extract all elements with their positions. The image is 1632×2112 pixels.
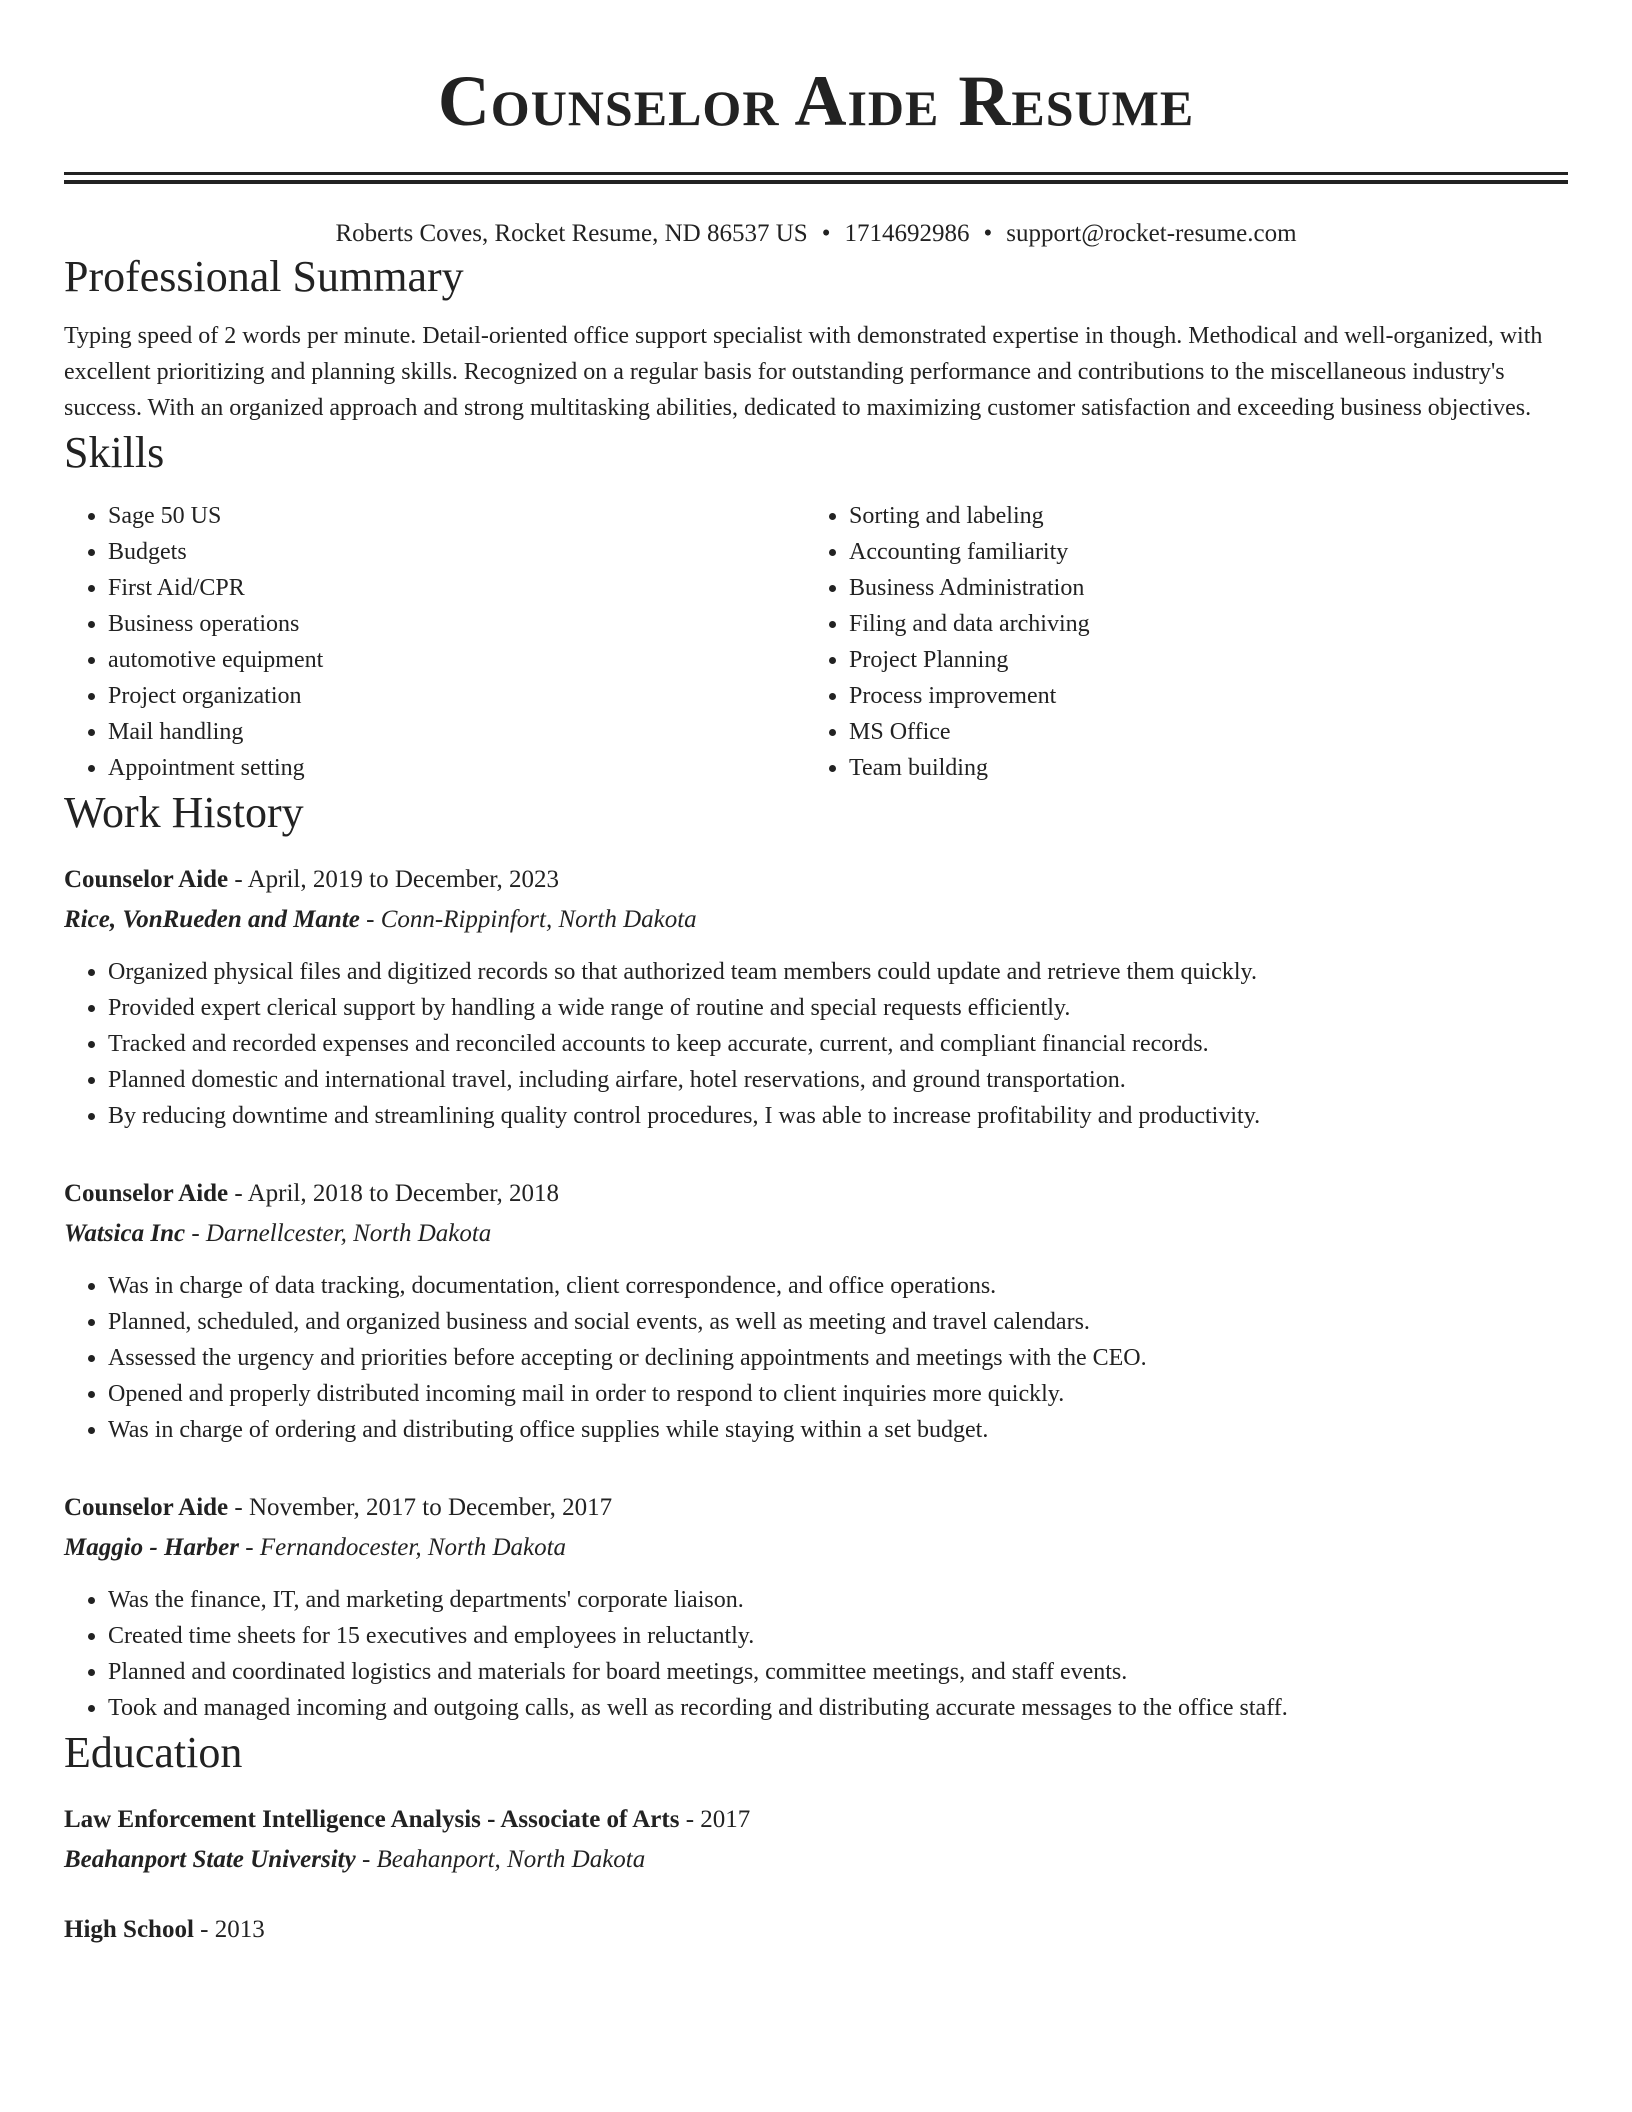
job-bullet: • Was the finance, IT, and marketing departments' corporate liaison. — [108, 1582, 1568, 1618]
job-bullet: • Opened and properly distributed incoming mail in order to respond to client inquiries more quickly. — [108, 1376, 1568, 1412]
job-entry — [64, 1488, 1568, 1726]
skill-item: • Accounting familiarity — [849, 534, 1546, 570]
contact-address: Roberts Coves, Rocket Resume, ND 86537 US — [335, 220, 808, 247]
skills-columns — [64, 498, 1568, 786]
education-degree: Law Enforcement Intelligence Analysis - Associate of Arts — [64, 1806, 680, 1833]
skill-item: • Project Planning — [849, 642, 1546, 678]
job-bullet: • Organized physical files and digitized records so that authorized team members could update and retrieve them quickly. — [108, 954, 1568, 990]
resume-title: Counselor Aide Resume — [437, 61, 1195, 141]
job-bullet: • Was in charge of ordering and distributing office supplies while staying within a set budget. — [108, 1412, 1568, 1448]
job-company: Maggio - Harber — [64, 1534, 239, 1561]
education-year: - 2017 — [679, 1806, 751, 1833]
job-title: Counselor Aide — [64, 1180, 229, 1207]
skills-list-right — [805, 498, 1546, 786]
job-title: Counselor Aide — [64, 866, 229, 893]
contact-phone: 1714692986 — [844, 220, 970, 247]
skill-item: • Sorting and labeling — [849, 498, 1546, 534]
skill-item: • Appointment setting — [108, 750, 805, 786]
summary-text: Typing speed of 2 words per minute. Detail-oriented office support specialist with demonstrated expertise in though. Methodical and well-organized, with excellent prioritizing and planning skills. Recognized on a regular basis for outstanding performance and contributions to the miscellaneous industry's success. With an organized approach and strong multitasking abilities, dedicated to maximizing customer satisfaction and exceeding business objectives. — [64, 323, 1543, 421]
job-dates: - November, 2017 to December, 2017 — [228, 1494, 613, 1521]
job-bullet: • Assessed the urgency and priorities before accepting or declining appointments and meetings with the CEO. — [108, 1340, 1568, 1376]
skill-item: • Business operations — [108, 606, 805, 642]
title-divider — [64, 172, 1568, 184]
education-degree-line — [64, 1800, 1568, 1840]
skill-item: • Filing and data archiving — [849, 606, 1546, 642]
contact-separator: • — [983, 220, 993, 247]
skill-item: • Project organization — [108, 678, 805, 714]
job-entry — [64, 860, 1568, 1134]
job-entry — [64, 1174, 1568, 1448]
skill-item: • Team building — [849, 750, 1546, 786]
education-entry — [64, 1910, 1568, 1950]
job-bullet: • Tracked and recorded expenses and reconciled accounts to keep accurate, current, and compliant financial records. — [108, 1026, 1568, 1062]
skill-item: • automotive equipment — [108, 642, 805, 678]
skill-item: • Sage 50 US — [108, 498, 805, 534]
job-company-line — [64, 1214, 1568, 1254]
job-company: Rice, VonRueden and Mante — [64, 906, 360, 933]
job-bullet: • Planned, scheduled, and organized business and social events, as well as meeting and travel calendars. — [108, 1304, 1568, 1340]
job-bullet: • Planned and coordinated logistics and materials for board meetings, committee meetings, and staff events. — [108, 1654, 1568, 1690]
summary-heading: Professional Summary — [64, 252, 464, 301]
skill-item: • Mail handling — [108, 714, 805, 750]
education-school: Beahanport State University — [64, 1846, 356, 1873]
education-school-line — [64, 1840, 1568, 1880]
job-title: Counselor Aide — [64, 1494, 229, 1521]
job-title-line — [64, 860, 1568, 900]
contact-line — [64, 218, 1568, 250]
job-title-line — [64, 1174, 1568, 1214]
job-bullet: • Provided expert clerical support by handling a wide range of routine and special requests efficiently. — [108, 990, 1568, 1026]
education-year: - 2013 — [193, 1916, 265, 1943]
contact-email: support@rocket-resume.com — [1006, 220, 1297, 247]
work-history-heading: Work History — [64, 788, 304, 837]
job-company-line — [64, 1528, 1568, 1568]
skill-item: • Business Administration — [849, 570, 1546, 606]
job-company: Watsica Inc — [64, 1220, 186, 1247]
education-degree: High School — [64, 1916, 194, 1943]
job-bullet: • Took and managed incoming and outgoing calls, as well as recording and distributing accurate messages to the office staff. — [108, 1690, 1568, 1726]
skills-heading: Skills — [64, 428, 165, 477]
education-entry — [64, 1800, 1568, 1880]
skill-item: • First Aid/CPR — [108, 570, 805, 606]
education-heading: Education — [64, 1728, 243, 1777]
education-degree-line — [64, 1910, 1568, 1950]
job-bullets — [64, 954, 1568, 1134]
job-location: - Darnellcester, North Dakota — [185, 1220, 492, 1247]
job-bullet: • By reducing downtime and streamlining quality control procedures, I was able to increase profitability and productivity. — [108, 1098, 1568, 1134]
job-company-line — [64, 900, 1568, 940]
skill-item: • MS Office — [849, 714, 1546, 750]
job-dates: - April, 2019 to December, 2023 — [228, 866, 560, 893]
job-bullets — [64, 1582, 1568, 1726]
skill-item: • Budgets — [108, 534, 805, 570]
job-bullets — [64, 1268, 1568, 1448]
job-location: - Conn-Rippinfort, North Dakota — [359, 906, 697, 933]
education-location: - Beahanport, North Dakota — [355, 1846, 646, 1873]
job-location: - Fernandocester, North Dakota — [239, 1534, 567, 1561]
contact-separator: • — [821, 220, 831, 247]
skill-item: • Process improvement — [849, 678, 1546, 714]
job-title-line — [64, 1488, 1568, 1528]
job-dates: - April, 2018 to December, 2018 — [228, 1180, 560, 1207]
job-bullet: • Was in charge of data tracking, documentation, client correspondence, and office operations. — [108, 1268, 1568, 1304]
job-bullet: • Created time sheets for 15 executives and employees in reluctantly. — [108, 1618, 1568, 1654]
skills-list-left — [64, 498, 805, 786]
job-bullet: • Planned domestic and international travel, including airfare, hotel reservations, and ground transportation. — [108, 1062, 1568, 1098]
